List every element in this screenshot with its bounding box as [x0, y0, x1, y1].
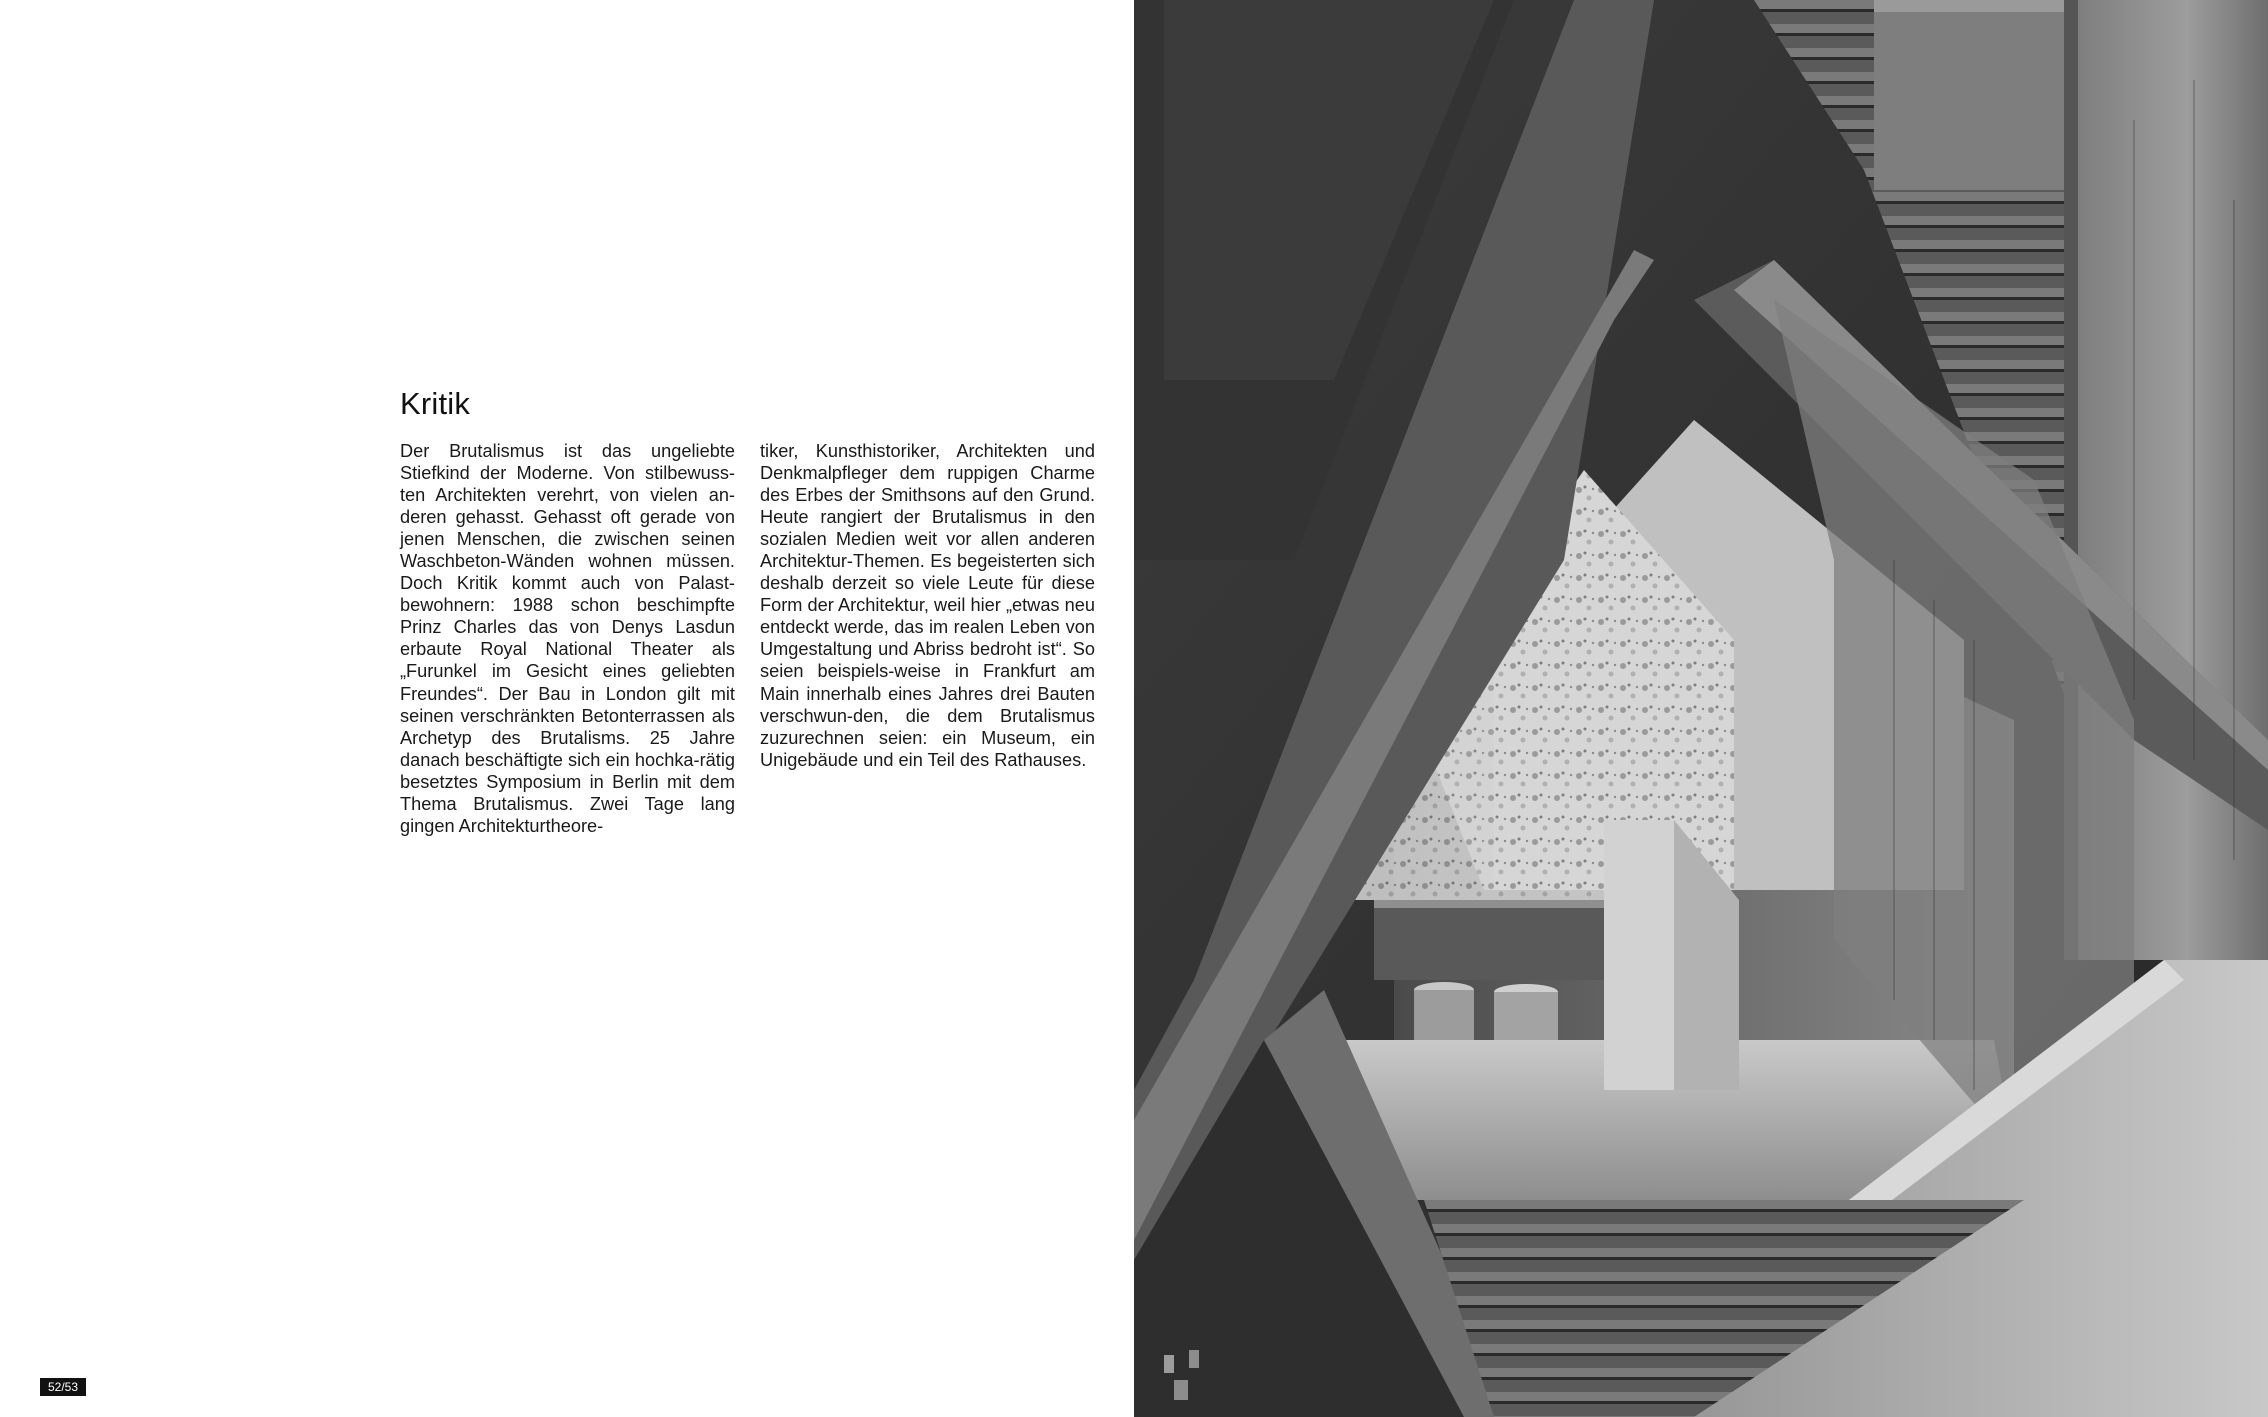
article-column-1: Der Brutalismus ist das ungeliebte Stiefkind der Moderne. Von stilbewuss-ten Architekten verehrt, von vielen an-deren gehasst. Gehasst oft gerade von jenen Menschen, die zwischen seinen Waschbeton-Wänden wohnen müssen. Doch Kritik kommt auch von Palast-bewohnern: 1988 schon beschimpfte Prinz Charles das von Denys Lasdun erbaute Royal National Theater als „Furunkel im Gesicht eines geliebten Freundes“. Der Bau in London gilt mit seinen verschränkten Betonterrassen als Archetyp des Brutalisms. 25 Jahre danach beschäftigte sich ein hochka-rätig besetztes Symposium in Berlin mit dem Thema Brutalismus. Zwei Tage lang gingen Architekturtheore- [400, 441, 735, 836]
brutalist-architecture-photo [1134, 0, 2268, 1417]
page-number-badge: 52/53 [40, 1378, 86, 1396]
right-page [1134, 0, 2268, 1417]
article-column-2: tiker, Kunsthistoriker, Architekten und Denkmalpfleger dem ruppigen Charme des Erbes der Smithsons auf den Grund. Heute rangiert der Brutalismus in den sozialen Medien weit vor allen anderen Architektur-Themen. Es begeisterten sich deshalb derzeit so viele Leute für diese Form der Architektur, weil hier „etwas neu entdeckt werde, das im realen Leben von Umgestaltung und Abriss bedroht ist“. So seien beispiels-weise in Frankfurt am Main innerhalb eines Jahres drei Bauten verschwun-den, die dem Brutalismus zuzurechnen seien: ein Museum, ein Unigebäude und ein Teil des Rathauses. [760, 441, 1095, 770]
article-title: Kritik [400, 386, 471, 421]
